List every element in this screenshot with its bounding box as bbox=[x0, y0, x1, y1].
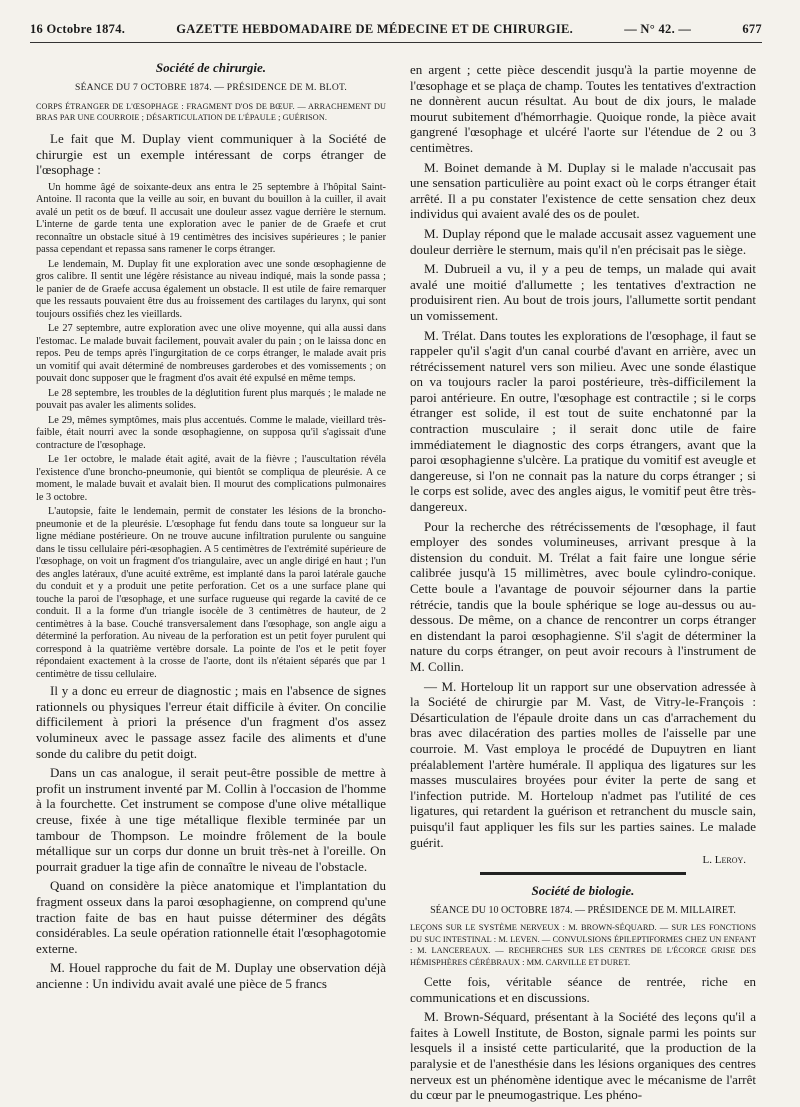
case-paragraph: Le 29, mêmes symptômes, mais plus accentués. Comme le malade, vieillard très-faible, était nourri avec la sonde œsophagienne, on supposa qu'il s'agissait d'une contracture de l'œsophage. bbox=[36, 414, 386, 451]
right-column bbox=[410, 62, 756, 1107]
paragraph: M. Boinet demande à M. Duplay si le malade n'accusait pas une sensation particulière au point exact où le corps étranger était arrêté. Il a pu constater l'existence de cette sensation chez deux individus qui avaient avalé des os de poulet. bbox=[410, 159, 756, 222]
paragraph: M. Houel rapproche du fait de M. Duplay une observation déjà ancienne : Un individu avait avalé une pièce de 5 francs bbox=[36, 960, 386, 991]
case-paragraph: Le 27 septembre, autre exploration avec une olive moyenne, qui alla aussi dans l'estomac. Le malade buvait facilement, pouvait avaler du pain ; on le laissa donc en repos. Peu de temps après l'ingurgitation de ce corps étranger, le malade avait pris un vomitif qui avait déterminé de nombreuses garderobes et des vomissements ; on pouvait donc supposer que le fragment d'os avait été expulsé en même temps. bbox=[36, 323, 386, 385]
case-paragraph: L'autopsie, faite le lendemain, permit de constater les lésions de la broncho-pneumonie et de la pleurésie. L'œsophage fut fendu dans toute sa longueur sur la ligne médiane postérieure. On ne trouve aucune infiltration purulente ou sanguine dans le tissu cellulaire péri-œsophagien. A 5 centimètres de l'extrémité supérieure de l'œsophage, on voit un fragment d'os triangulaire, avec un angle dirigé en haut ; l'un des angles latéraux, d'une acuité extrême, est implanté dans la paroi latérale gauche du conduit et y a produit une petite perforation. Cet os a une surface plane qui touche la paroi de l'œsophage, et une surface rugueuse qui regarde la cavité de ce conduit. Il a la forme d'un triangle isocèle de 3 centimètres de hauteur, de 2 centimètres à la base. Couché transversalement dans l'œsophage, son angle aigu a déterminé la perforation. Au niveau de la perforation est un petit foyer purulent qui correspond à la quatrième vertèbre dorsale. La pointe de l'os et le petit foyer répondaient exactement à la crosse de l'aorte, dont ils n'étaient séparés que par 1 centimètre de tissu cellulaire. bbox=[36, 506, 386, 680]
case-paragraph: Le 1er octobre, le malade était agité, avait de la fièvre ; l'auscultation révéla l'existence d'une broncho-pneumonie, qui bientôt se compliqua de pleurésie. A ce moment, le malade buvait et avalait bien. Il mourut des complications pulmonaires le 3 octobre. bbox=[36, 454, 386, 503]
header-issue-number: — N° 42. — bbox=[624, 22, 692, 36]
case-paragraph: Le lendemain, M. Duplay fit une exploration avec une sonde œsophagienne de gros calibre. Il sentit une légère résistance au niveau indiqué, mais la sonde passa ; le panier de de Graefe accusa également un obstacle. Il est utile de faire remarquer que les ressauts pouvaient être dus au froissement des cartilages du larynx, qui sont toujours ossifiés chez les vieillards. bbox=[36, 258, 386, 320]
case-paragraph: Un homme âgé de soixante-deux ans entra le 25 septembre à l'hôpital Saint-Antoine. Il raconta que la veille au soir, en buvant du bouillon à la cuiller, il avait avalé un petit os de bœuf. Il accusait une douleur assez vague derrière le sternum. L'interne de garde tenta une exploration avec le panier de de Graefe et crut reconnaître un obstacle situé à 19 centimètres des incisives supérieures ; le panier passa cependant et repassa sans ramener le corps étranger. bbox=[36, 181, 386, 256]
paragraph: en argent ; cette pièce descendit jusqu'à la partie moyenne de l'œsophage et se plaça de champ. Toutes les tentatives d'extraction ne donnèrent aucun résultat. Au bout de dix jours, le malade mourut subitement d'hémorrhagie. Quoique ronde, la pièce avait gangrené l'œsophage et ulcéré l'aorte sur l'étendue de 2 ou 3 centimètres. bbox=[410, 62, 756, 155]
section-title-chirurgie: Société de chirurgie. bbox=[155, 60, 267, 75]
section-title-biologie: Société de biologie. bbox=[531, 883, 635, 899]
left-column bbox=[36, 54, 386, 996]
header-rule bbox=[30, 42, 762, 43]
paragraph: M. Brown-Séquard, présentant à la Société des leçons qu'il a faites à Lowell Institute, de Boston, signale parmi les points sur lesquels il a insisté cette particularité, que la production de la paralysie et de l'anesthésie dans les lésions organiques des centres nerveux est un phénomène identique avec le mécanisme de l'arrêt du cœur par le pneumogastrique. Les phéno- bbox=[410, 1009, 756, 1103]
header-journal-title: GAZETTE HEBDOMADAIRE DE MÉDECINE ET DE CHIRURGIE. bbox=[176, 22, 574, 36]
paragraph: Quand on considère la pièce anatomique et l'implantation du fragment osseux dans la paroi œsophagienne, on comprend qu'une traction faite de bas en haut puisse déterminer des dégâts considérables. La seule opération rationnelle était l'œsophagotomie externe. bbox=[36, 878, 386, 956]
paragraph: Dans un cas analogue, il serait peut-être possible de mettre à profit un instrument inventé par M. Collin à l'occasion de l'homme à la fourchette. Cet instrument se compose d'une olive métallique creuse, fixée à une tige métallique flexible terminée par un tambour de Thompson. Le moindre frôlement de la boule métallique sur un corps dur donne un bruit très-net à l'oreille. On pourrait graduer la tige afin de connaître le niveau de l'obstacle. bbox=[36, 765, 386, 874]
paragraph: M. Trélat. Dans toutes les explorations de l'œsophage, il faut se rappeler qu'il s'agit d'un canal courbé d'avant en arrière, avec un rétrécissement naturel vers son milieu. Avec une sonde élastique on va toujours racler la paroi postérieure, très-difficilement la paroi antérieure. En outre, l'œsophage est contractile ; si le corps étranger est solide, il est tout de suite enchatonné par la contraction musculaire ; il serait donc utile de faire immédiatement le diagnostic des corps étrangers, avant que la paroi œsophagienne s'ulcère. La pratique du vomitif est aveugle et dangereuse, si l'on ne connait pas la nature du corps étranger ; si le corps est solide, avec des angles aigus, le vomitif peut être très-dangereux. bbox=[410, 327, 756, 515]
section-summary: LEÇONS SUR LE SYSTÈME NERVEUX : M. BROWN-SÉQUARD. — SUR LES FONCTIONS DU SUC INTESTINAL : M. LEVEN. — CONVULSIONS ÉPILEPTIFORMES CHEZ UN ENFANT : M. LANCEREAUX. — RECHERCHES SUR LES CENTRES DE L'ÉCORCE GRISE DES HÉMISPHÈRES CÉRÉBRAUX : MM. CARVILLE ET DURET. bbox=[410, 923, 756, 967]
paragraph: Pour la recherche des rétrécissements de l'œsophage, il faut employer des sondes volumineuses, arrivant presque à la distension du conduit. M. Trélat a fait faire une longue série calibrée jusqu'à 15 millimètres, avec boule cylindro-conique. Cette boule a l'avantage de pouvoir séjourner dans la partie rétrécie, tandis que la boule sphérique se loge au-dessus ou au-dessous. De même, on a chance de rencontrer un corps étranger en distendant la paroi œsophagienne. S'il s'agit de déterminer la nature du corps étranger, on peut avoir recours à l'instrument de M. Collin. bbox=[410, 518, 756, 674]
paragraph: Il y a donc eu erreur de diagnostic ; mais en l'absence de signes rationnels ou physiques l'erreur était difficile à éviter. On concilie difficilement à priori la présence d'un fragment d'os assez volumineux avec le passage assez facile des aliments et d'une sonde du calibre du petit doigt. bbox=[36, 683, 386, 761]
paragraph: Cette fois, véritable séance de rentrée, riche en communications et en discussions. bbox=[410, 974, 756, 1005]
header-date: 16 Octobre 1874. bbox=[30, 22, 126, 36]
paragraph: M. Dubrueil a vu, il y a peu de temps, un malade qui avait avalé une moitié d'allumette ; les tentatives d'extraction ne produisirent rien. Au bout de trois jours, l'allumette sortit pendant un vomissement. bbox=[410, 261, 756, 323]
section-divider bbox=[480, 872, 686, 875]
paragraph: M. Duplay répond que le malade accusait assez vaguement une douleur derrière le sternum, mais qu'il n'en précisait pas le siège. bbox=[410, 225, 756, 257]
seance-line: SÉANCE DU 10 OCTOBRE 1874. — PRÉSIDENCE DE M. MILLAIRET. bbox=[430, 905, 736, 917]
paragraph: Le fait que M. Duplay vient communiquer à la Société de chirurgie est un exemple intéressant de corps étranger de l'œsophage : bbox=[36, 131, 386, 178]
section-summary: CORPS ÉTRANGER DE L'ŒSOPHAGE : FRAGMENT D'OS DE BŒUF. — ARRACHEMENT DU BRAS PAR UNE COURROIE ; DÉSARTICULATION DE L'ÉPAULE ; GUÉRISON. bbox=[36, 102, 386, 122]
author-signature: L. Leroy. bbox=[702, 854, 746, 867]
running-header bbox=[30, 22, 762, 37]
header-page-number: 677 bbox=[742, 22, 762, 36]
seance-line: SÉANCE DU 7 OCTOBRE 1874. — PRÉSIDENCE DE M. BLOT. bbox=[75, 82, 347, 93]
case-paragraph: Le 28 septembre, les troubles de la déglutition furent plus marqués ; le malade ne pouvait pas avaler les aliments solides. bbox=[36, 387, 386, 412]
paragraph: — M. Horteloup lit un rapport sur une observation adressée à la Société de chirurgie par M. Vast, de Vitry-le-François : Désarticulation de l'épaule droite dans un cas d'arrachement du bras avec dilacération des parties molles de l'aisselle par une courroie. M. Vast employa le procédé de Dupuytren en liant préalablement l'artère humérale. Il appliqua des ligatures sur les masses musculaires broyées pour éviter la perte de sang et l'infection putride. M. Horteloup n'admet pas l'utilité de ces ligatures, qui retardent la guérison et retranchent du muscle sain, puisqu'il faut appliquer les fils sur les parties saines. Le malade guérit. bbox=[410, 678, 756, 850]
